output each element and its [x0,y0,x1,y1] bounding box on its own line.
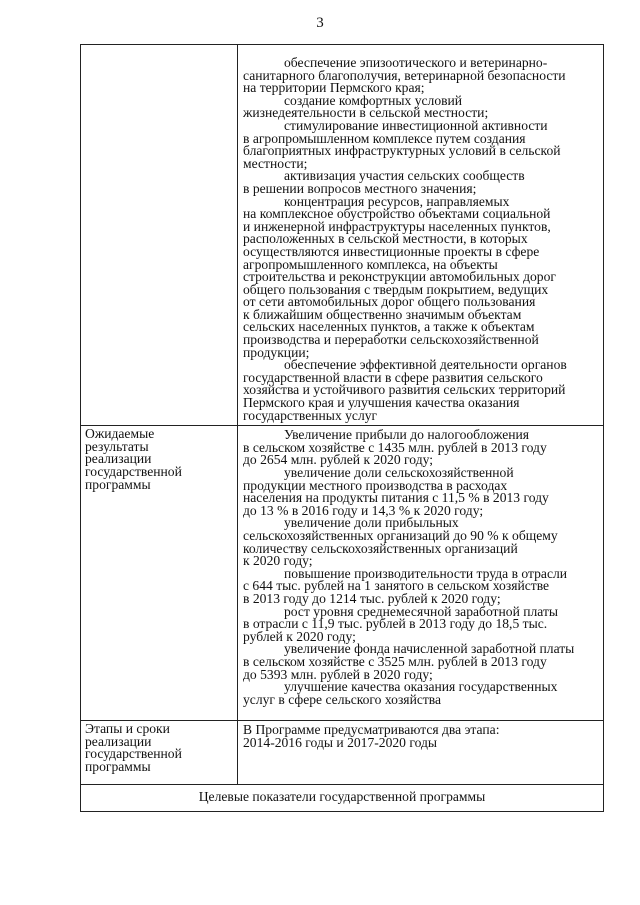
paragraph [243,92,597,121]
text-line: агропромышленного комплекса, на объекты [243,256,498,272]
text-line: В Программе предусматриваются два этапа: [243,722,500,738]
text-line: продукции; [243,344,310,360]
text-line: расположенных в сельской местности, в которых [243,231,528,247]
text-line: увеличение фонда начисленной заработной платы [284,641,575,657]
label-line: результаты [85,438,149,454]
label-line: государственной [85,464,182,479]
text-line: от сети автомобильных дорог общего пользования [243,294,536,310]
text-line: населения на продукты питания с 11,5 % в 2013 году [243,490,549,506]
text-line: до 13 % в 2016 году и 14,3 % к 2020 году; [243,502,484,518]
stages-content-cell [238,721,604,785]
paragraph [243,170,597,195]
text-line: продукции местного производства в расходах [243,477,508,493]
text-line: увеличение доли прибыльных [284,515,459,531]
paragraph [243,57,597,95]
goals-content-cell [238,45,604,426]
text-line: рост уровня среднемесячной заработной платы [284,603,559,619]
label-line: реализации [85,733,152,749]
text-line: Пермского края и улучшения качества оказания [243,395,520,411]
label-line: государственной [85,746,182,762]
text-line: благоприятных инфраструктурных условий в сельской [243,143,561,159]
text-line: на комплексное обустройство объектами социальной [243,206,551,222]
text-line: местности; [243,155,308,171]
text-line: сельскохозяйственных организаций до 90 % к общему [243,527,558,543]
label-line: программы [85,759,151,774]
text-line: осуществляются инвестиционные проекты в сфере [243,243,540,259]
text-line: общего пользования с твердым покрытием, ведущих [243,281,549,297]
page-number: 3 [316,15,324,31]
stages-label [81,721,238,785]
text-line: на территории Пермского края; [243,80,425,96]
text-line: строительства и реконструкции автомобильных дорог [243,269,556,285]
paragraph [243,517,597,567]
target-indicators-title: Целевые показатели государственной программы [81,785,604,812]
text-line: с 644 тыс. рублей на 1 занятого в сельском хозяйстве [243,578,550,594]
text-line: Увеличение прибыли до налогообложения [284,427,530,443]
label-line: реализации [85,451,152,467]
text-line: до 2654 млн. рублей к 2020 году; [243,452,433,468]
text-line: санитарного благополучия, ветеринарной безопасности [243,67,566,83]
text-line: 2014-2016 годы и 2017-2020 годы [243,734,438,750]
row-label-empty [81,45,238,426]
label-line: программы [85,476,151,492]
text-line: и инженерной инфраструктуры населенных пунктов, [243,218,551,234]
text-line: повышение производительности труда в отрасли [284,565,568,581]
table-row-footer [81,785,604,812]
text-line: услуг в сфере сельского хозяйства [243,691,442,707]
text-line: в 2013 году до 1214 тыс. рублей к 2020 году; [243,590,501,606]
text-line: к ближайшим общественно значимым объектам [243,306,522,322]
text-line: концентрация ресурсов, направляемых [284,193,510,209]
text-line: активизация участия сельских сообществ [284,168,525,184]
program-passport-table [80,44,604,812]
text-line: стимулирование инвестиционной активности [284,117,548,133]
text-line: в сельском хозяйстве с 3525 млн. рублей в 2013 году [243,653,547,669]
text-line: в сельском хозяйстве с 1435 млн. рублей в 2013 году [243,439,547,455]
text-line: до 5393 млн. рублей в 2020 году; [243,666,433,682]
paragraph [243,565,597,606]
text-line: производства и переработки сельскохозяйственной [243,332,539,348]
text-line: к 2020 году; [243,553,313,569]
label-line: Этапы и сроки [85,721,170,737]
paragraph [243,429,597,467]
paragraph [243,359,597,422]
text-line: в агропромышленном комплексе путем создания [243,130,526,146]
text-line: рублей к 2020 году; [243,628,356,644]
text-line: государственных услуг [243,407,378,423]
text-line: сельских населенных пунктов, а также к объектам [243,319,535,335]
expected-results-content-cell [238,426,604,721]
table-row-stages [81,721,604,785]
text-line: государственной власти в сфере развития сельского [243,369,543,385]
text-line: обеспечение эффективной деятельности органов [284,357,567,373]
text-line: в решении вопросов местного значения; [243,180,477,196]
table-row-expected-results [81,426,604,721]
expected-results-label [81,426,238,721]
paragraph [243,603,597,644]
table-row-goals [81,45,604,426]
paragraph [243,117,597,171]
paragraph [243,643,597,681]
text-line: создание комфортных условий [284,92,463,108]
paragraph [243,681,597,706]
paragraph [243,193,597,360]
text-line: хозяйства и устойчивого развития сельских территорий [243,382,566,398]
text-line: количеству сельскохозяйственных организаций [243,540,518,556]
text-line: увеличение доли сельскохозяйственной [284,465,514,480]
label-line: Ожидаемые [85,426,155,442]
text-line: жизнедеятельности в сельской местности; [243,105,489,121]
text-line: обеспечение эпизоотического и ветеринарно- [284,55,548,70]
text-line: в отрасли с 11,9 тыс. рублей в 2013 году до 18,5 тыс. [243,616,548,632]
text-line: улучшение качества оказания государственных [284,679,558,695]
paragraph [243,467,597,517]
